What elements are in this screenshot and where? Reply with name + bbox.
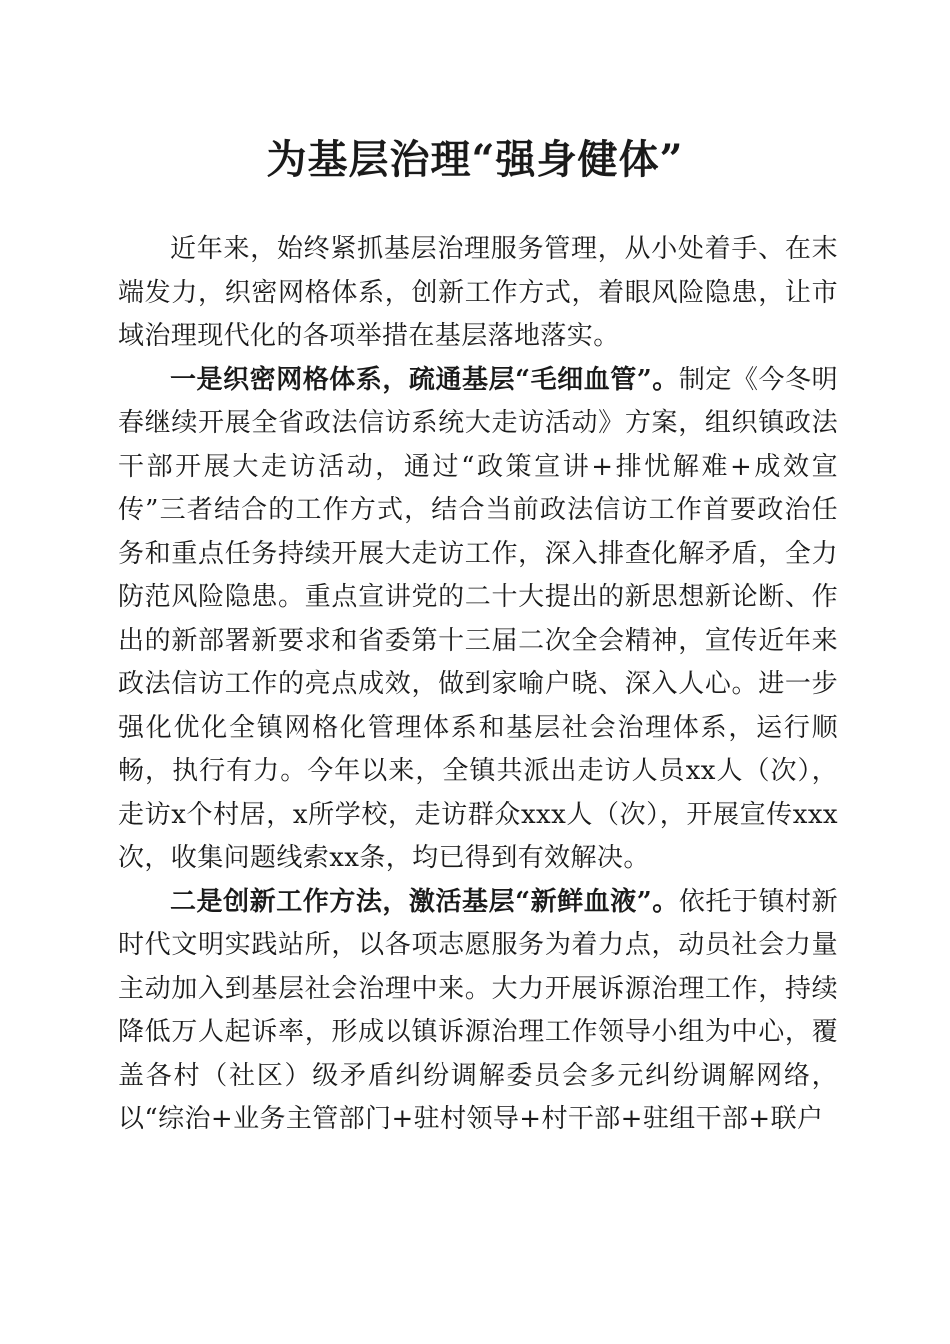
paragraph-lead: 二是创新工作方法，激活基层“新鲜血液”。 xyxy=(170,886,679,917)
paragraph-text: 制定《今冬明春继续开展全省政法信访系统大走访活动》方案，组织镇政法干部开展大走访活动，通过“政策宣讲+排忧解难+成效宣传”三者结合的工作方式，结合当前政法信访工作首要政治任务和重点任务持续开展大走访工作，深入排查化解矛盾，全力防范风险隐患。重点宣讲党的二十大提出的新思想新论断、作出的新部署新要求和省委第十三届二次全会精神，宣传近年来政法信访工作的亮点成效，做到家喻户晓、深入人心。进一步强化优化全镇网格化管理体系和基层社会治理体系，运行顺畅，执行有力。今年以来，全镇共派出走访人员xx人（次），走访x个村居，x所学校，走访群众xxx人（次），开展宣传xxx次，收集问题线索xx条，均已得到有效解决。 xyxy=(118,364,838,873)
paragraph-lead: 一是织密网格体系，疏通基层“毛细血管”。 xyxy=(170,364,679,395)
paragraph-intro xyxy=(118,228,838,359)
paragraph-text: 依托于镇村新时代文明实践站所，以各项志愿服务为着力点，动员社会力量主动加入到基层社会治理中来。大力开展诉源治理工作，持续降低万人起诉率，形成以镇诉源治理工作领导小组为中心，覆盖各村（社区）级矛盾纠纷调解委员会多元纠纷调解网络，以“综治+业务主管部门+驻村领导+村干部+驻组干部+联户 xyxy=(118,886,838,1134)
paragraph-text: 近年来，始终紧抓基层治理服务管理，从小处着手、在末端发力，织密网格体系，创新工作方式，着眼风险隐患，让市域治理现代化的各项举措在基层落地落实。 xyxy=(118,234,838,351)
document-body xyxy=(118,228,838,1142)
paragraph-point-2 xyxy=(118,881,838,1142)
paragraph-point-1 xyxy=(118,359,838,881)
document-title: 为基层治理“强身健体” xyxy=(266,136,684,183)
